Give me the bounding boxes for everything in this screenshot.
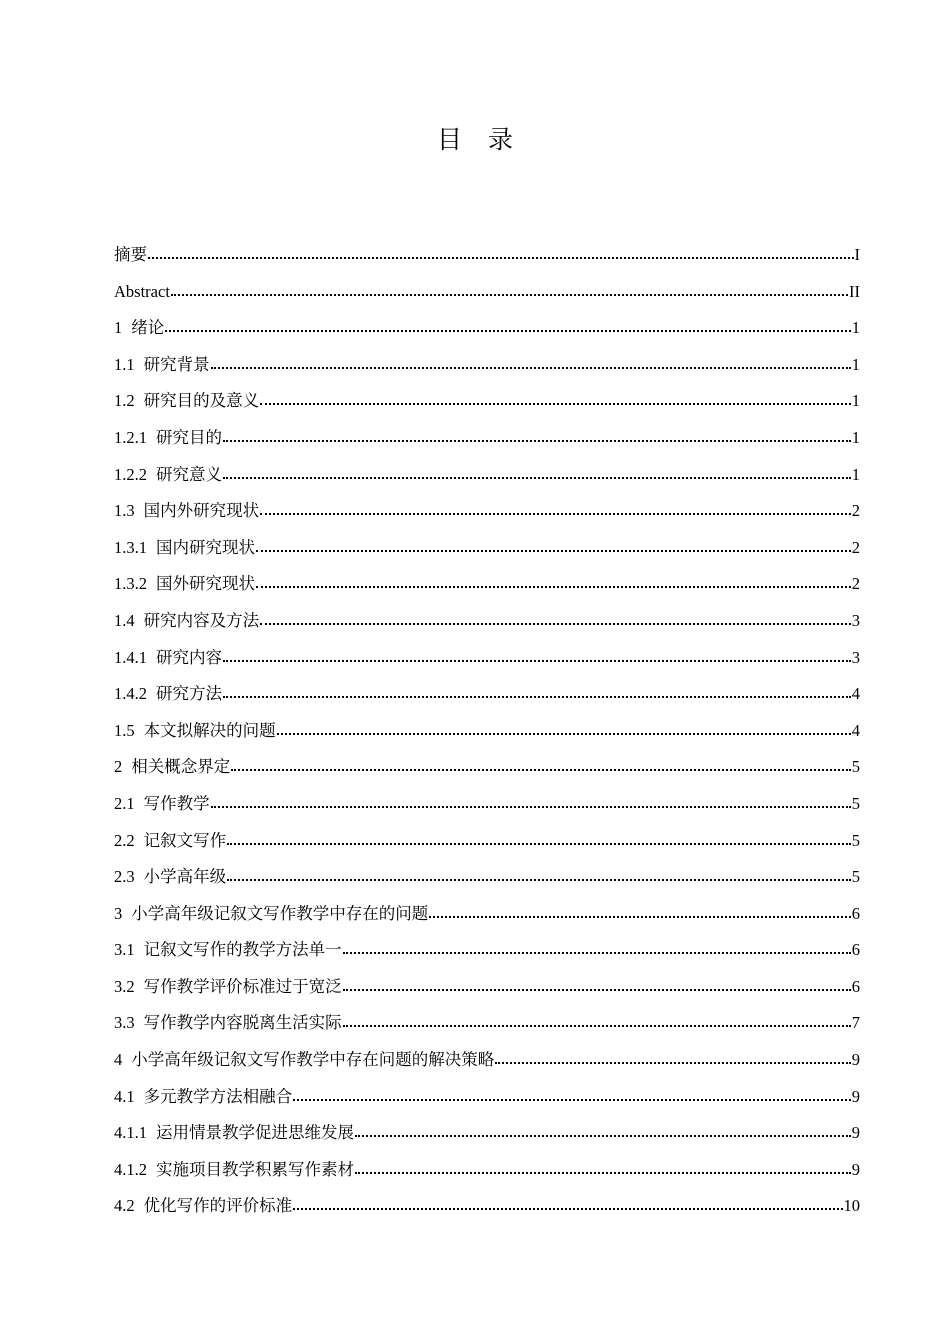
toc-entry[interactable] [114,1119,860,1156]
toc-entry[interactable] [114,278,860,315]
toc-entry[interactable] [114,314,860,351]
toc-entry-title: 绪论 [131,318,165,338]
toc-dot-leader [293,1197,842,1211]
toc-entry-page: 5 [851,793,860,813]
toc-entry-page: 5 [851,867,860,887]
toc-entry-title: 写作教学内容脱离生活实际 [143,1013,342,1033]
toc-entry-number: 1.4.2 [114,684,147,704]
toc-entry-title: 优化写作的评价标准 [143,1196,293,1216]
toc-dot-leader [211,356,851,370]
toc-entry-title: Abstract [114,281,170,301]
toc-entry[interactable] [114,1046,860,1083]
toc-entry-page: 9 [851,1123,860,1143]
toc-entry-page: 3 [851,647,860,667]
toc-entry-title: 运用情景教学促进思维发展 [156,1123,354,1143]
toc-entry[interactable] [114,424,860,461]
toc-entry-page: 9 [851,1086,860,1106]
toc-dot-leader [260,392,851,406]
toc-entry-number: 3.2 [114,976,135,996]
toc-entry-page: 9 [851,1050,860,1070]
toc-entry-title: 多元教学方法相融合 [143,1086,293,1106]
toc-dot-leader [277,722,851,736]
toc-entry[interactable] [114,717,860,754]
toc-entry[interactable] [114,241,860,278]
toc-entry-title: 国内研究现状 [156,537,255,557]
toc-entry-number: 4.2 [114,1196,135,1216]
toc-entry-number: 1.3.2 [114,574,147,594]
toc-entry-number: 2 [114,757,123,777]
toc-entry-title: 国内外研究现状 [143,501,260,521]
toc-entry-page: 1 [851,464,860,484]
toc-dot-leader [223,685,851,699]
toc-entry-page: 5 [851,830,860,850]
toc-dot-leader [343,1014,851,1028]
toc-entry[interactable] [114,497,860,534]
toc-dot-leader [227,868,851,882]
toc-entry-page: 3 [851,610,860,630]
toc-entry[interactable] [114,570,860,607]
toc-entry-page: 2 [851,537,860,557]
toc-dot-leader [293,1088,851,1102]
toc-entry-page: 6 [851,940,860,960]
toc-entry-number: 1.1 [114,354,135,374]
toc-entry-number: 1.2 [114,391,135,411]
toc-entry-title: 记叙文写作的教学方法单一 [143,940,342,960]
toc-entry-number: 1 [114,318,123,338]
toc-dot-leader [429,905,851,919]
toc-entry-number: 4 [114,1050,123,1070]
toc-entry-page: 2 [851,501,860,521]
toc-entry-number: 1.4 [114,610,135,630]
toc-entry-title: 相关概念界定 [131,757,231,777]
toc-dot-leader [227,832,851,846]
toc-entry-title: 写作教学 [143,793,210,813]
toc-entry-title: 记叙文写作 [143,830,227,850]
toc-entry-page: I [854,245,860,264]
toc-entry-number: 1.3 [114,501,135,521]
toc-entry-page: 9 [851,1159,860,1179]
toc-dot-leader [231,758,851,772]
toc-dot-leader [260,502,851,516]
toc-entry-title: 研究内容 [156,647,222,667]
toc-dot-leader [260,612,851,626]
toc-entry-page: II [849,281,860,301]
toc-dot-leader [355,1124,851,1138]
toc-entry-page: 1 [851,318,860,338]
toc-entry[interactable] [114,534,860,571]
toc-entry-page: 1 [851,391,860,411]
toc-entry[interactable] [114,607,860,644]
toc-entry-page: 10 [843,1196,860,1216]
page-title: 目录 [436,125,539,154]
toc-entry-title: 小学高年级记叙文写作教学中存在的问题 [131,903,429,923]
toc-entry-page: 1 [851,354,860,374]
toc-entry-title: 研究方法 [156,684,222,704]
toc-entry[interactable] [114,753,860,790]
toc-dot-leader [223,649,851,663]
toc-entry[interactable] [114,387,860,424]
toc-entry-number: 2.1 [114,793,135,813]
toc-dot-leader [256,539,851,553]
toc-dot-leader [355,1161,851,1175]
toc-entry-title: 研究目的及意义 [143,391,260,411]
toc-entry-title: 实施项目教学积累写作素材 [156,1159,354,1179]
toc-entry[interactable] [114,827,860,864]
toc-entry[interactable] [114,973,860,1010]
toc-entry-number: 4.1.2 [114,1159,147,1179]
table-of-contents [114,241,860,1229]
toc-entry[interactable] [114,351,860,388]
toc-entry-title: 摘要 [114,245,147,264]
toc-entry-number: 1.2.2 [114,464,147,484]
toc-entry-number: 1.4.1 [114,647,147,667]
toc-entry-title: 本文拟解决的问题 [143,720,276,740]
toc-dot-leader [148,246,854,260]
toc-entry[interactable] [114,1192,860,1229]
toc-entry[interactable] [114,644,860,681]
toc-entry-number: 3.3 [114,1013,135,1033]
toc-entry[interactable] [114,461,860,498]
toc-entry-number: 3.1 [114,940,135,960]
toc-dot-leader [256,575,851,589]
toc-dot-leader [343,978,851,992]
toc-entry-title: 写作教学评价标准过于宽泛 [143,976,342,996]
toc-entry[interactable] [114,1156,860,1193]
toc-entry-title: 研究内容及方法 [143,610,260,630]
toc-entry[interactable] [114,1009,860,1046]
toc-entry-page: 6 [851,976,860,996]
toc-entry-page: 2 [851,574,860,594]
toc-entry-number: 1.5 [114,720,135,740]
toc-entry[interactable] [114,790,860,827]
toc-entry[interactable] [114,900,860,937]
toc-dot-leader [223,466,851,480]
toc-entry-number: 1.3.1 [114,537,147,557]
toc-entry[interactable] [114,936,860,973]
toc-dot-leader [165,319,851,333]
toc-entry-number: 2.2 [114,830,135,850]
toc-entry-title: 研究意义 [156,464,222,484]
toc-dot-leader [171,283,848,297]
toc-entry-title: 小学高年级记叙文写作教学中存在问题的解决策略 [131,1050,495,1070]
toc-entry-number: 1.2.1 [114,427,147,447]
toc-entry-page: 5 [851,757,860,777]
toc-entry-page: 6 [851,903,860,923]
toc-entry-number: 4.1.1 [114,1123,147,1143]
toc-entry-title: 国外研究现状 [156,574,255,594]
toc-entry-page: 1 [851,427,860,447]
toc-entry-page: 4 [851,720,860,740]
toc-entry[interactable] [114,863,860,900]
toc-entry[interactable] [114,680,860,717]
toc-dot-leader [343,941,851,955]
toc-dot-leader [211,795,851,809]
toc-entry-title: 研究背景 [143,354,210,374]
toc-entry[interactable] [114,1083,860,1120]
toc-entry-number: 3 [114,903,123,923]
toc-entry-number: 4.1 [114,1086,135,1106]
toc-dot-leader [495,1051,851,1065]
toc-entry-number: 2.3 [114,867,135,887]
toc-entry-title: 小学高年级 [143,867,227,887]
toc-entry-page: 4 [851,684,860,704]
toc-entry-page: 7 [851,1013,860,1033]
toc-dot-leader [223,429,851,443]
toc-entry-title: 研究目的 [156,427,222,447]
